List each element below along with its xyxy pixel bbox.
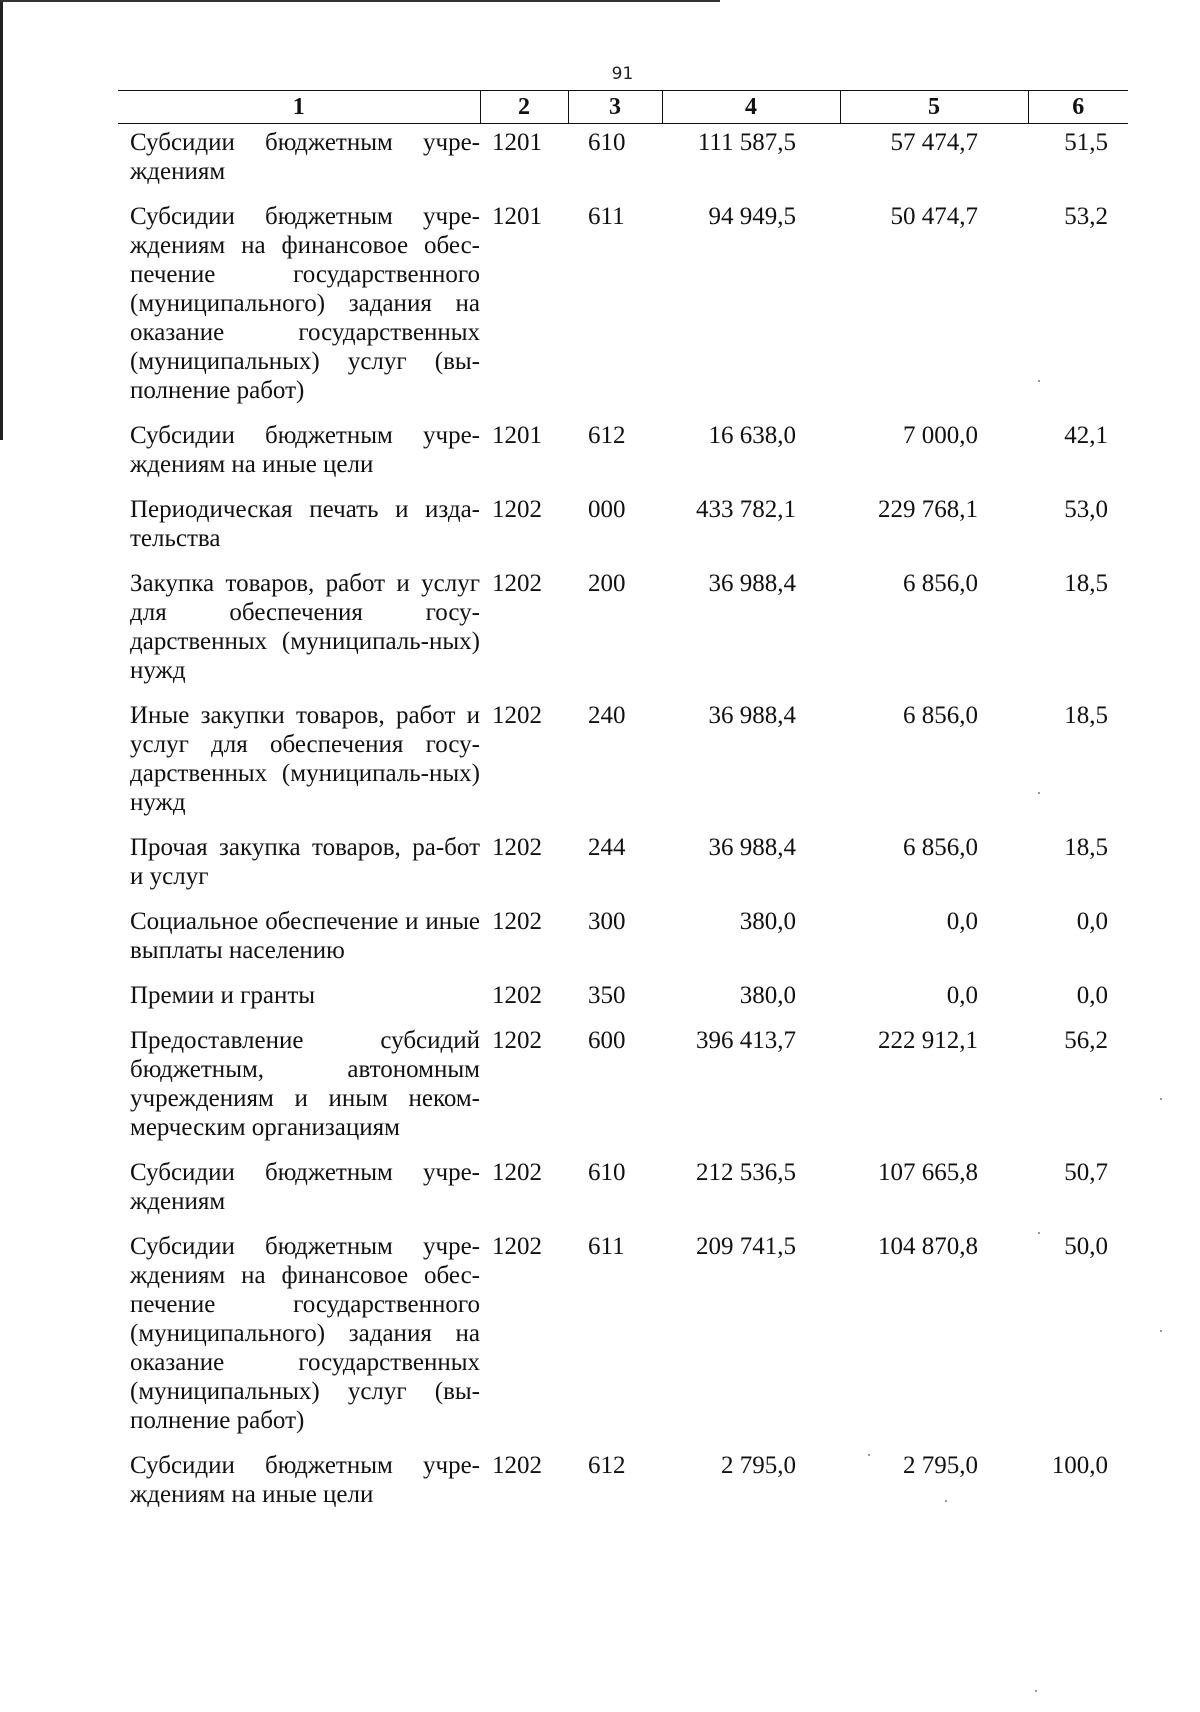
row-expense-type: 244 <box>588 834 626 861</box>
row-value-6: 0,0 <box>1076 982 1108 1009</box>
row-name: Прочая закупка товаров, ра-бот и услуг <box>130 834 480 890</box>
row-value-4: 36 988,4 <box>708 834 796 861</box>
row-value-5: 6 856,0 <box>903 702 978 729</box>
row-name: Субсидии бюджетным учре-ждениям на финансовое обес-печение государственного (муниципального) задания на оказание государственных (муниципальных) услуг (вы-полнение работ) <box>130 1233 480 1434</box>
row-section-code: 1201 <box>492 129 542 156</box>
row-value-6: 18,5 <box>1064 570 1108 597</box>
row-value-4: 433 782,1 <box>696 496 796 523</box>
row-value-5: 7 000,0 <box>903 422 978 449</box>
row-name: Субсидии бюджетным учре-ждениям на иные цели <box>130 422 480 478</box>
row-name: Субсидии бюджетным учре-ждениям на иные цели <box>130 1452 480 1508</box>
row-value-6: 51,5 <box>1064 129 1108 156</box>
row-value-5: 6 856,0 <box>903 570 978 597</box>
row-value-5: 229 768,1 <box>878 496 978 523</box>
row-value-5: 50 474,7 <box>890 203 978 230</box>
table-row <box>118 124 1128 199</box>
row-value-4: 36 988,4 <box>708 702 796 729</box>
row-section-code: 1202 <box>492 570 542 597</box>
table-row <box>118 417 1128 491</box>
row-name: Премии и гранты <box>130 982 316 1009</box>
scan-speck <box>1160 1098 1162 1100</box>
row-name: Иные закупки товаров, работ и услуг для обеспечения госу-дарственных (муниципаль-ных) нужд <box>130 702 480 816</box>
row-value-5: 2 795,0 <box>903 1452 978 1479</box>
row-value-6: 56,2 <box>1064 1027 1108 1054</box>
table-row <box>118 1228 1128 1447</box>
row-expense-type: 610 <box>588 129 626 156</box>
row-value-6: 18,5 <box>1064 834 1108 861</box>
row-section-code: 1202 <box>492 982 542 1009</box>
row-value-4: 380,0 <box>739 982 796 1009</box>
row-value-5: 0,0 <box>946 908 978 935</box>
row-value-4: 111 587,5 <box>697 129 796 156</box>
budget-table <box>118 90 1128 1521</box>
row-expense-type: 610 <box>588 1159 626 1186</box>
row-section-code: 1202 <box>492 834 542 861</box>
column-header-6: 6 <box>1028 91 1128 124</box>
row-value-6: 50,0 <box>1064 1233 1108 1260</box>
row-value-4: 94 949,5 <box>708 203 796 230</box>
row-value-6: 53,2 <box>1064 203 1108 230</box>
row-section-code: 1202 <box>492 1452 542 1479</box>
row-section-code: 1202 <box>492 702 542 729</box>
column-header-3: 3 <box>568 91 662 124</box>
row-expense-type: 612 <box>588 422 626 449</box>
table-row <box>118 977 1128 1022</box>
row-expense-type: 300 <box>588 908 626 935</box>
row-section-code: 1202 <box>492 1159 542 1186</box>
column-header-1: 1 <box>118 91 480 124</box>
row-name: Предоставление субсидий бюджетным, автономным учреждениям и иным неком-мерческим организациям <box>130 1027 480 1141</box>
row-value-6: 100,0 <box>1051 1452 1108 1479</box>
table-row <box>118 903 1128 977</box>
scan-speck <box>1038 1232 1040 1234</box>
row-value-5: 104 870,8 <box>878 1233 978 1260</box>
row-value-4: 380,0 <box>739 908 796 935</box>
row-value-6: 50,7 <box>1064 1159 1108 1186</box>
table-row <box>118 697 1128 829</box>
row-value-4: 2 795,0 <box>721 1452 796 1479</box>
row-value-5: 107 665,8 <box>878 1159 978 1186</box>
row-expense-type: 611 <box>588 203 625 230</box>
row-value-4: 209 741,5 <box>696 1233 796 1260</box>
column-header-4: 4 <box>662 91 840 124</box>
table-row <box>118 829 1128 903</box>
row-expense-type: 200 <box>588 570 626 597</box>
row-section-code: 1202 <box>492 1233 542 1260</box>
header-row <box>118 91 1128 124</box>
row-section-code: 1201 <box>492 203 542 230</box>
row-value-6: 53,0 <box>1064 496 1108 523</box>
row-name: Субсидии бюджетным учре-ждениям <box>130 1159 480 1215</box>
row-value-4: 16 638,0 <box>708 422 796 449</box>
row-expense-type: 611 <box>588 1233 625 1260</box>
row-section-code: 1202 <box>492 496 542 523</box>
row-value-5: 222 912,1 <box>878 1027 978 1054</box>
scan-speck <box>868 1454 870 1456</box>
table-row <box>118 1447 1128 1521</box>
row-expense-type: 612 <box>588 1452 626 1479</box>
row-value-4: 212 536,5 <box>696 1159 796 1186</box>
row-name: Социальное обеспечение и иные выплаты населению <box>130 908 480 964</box>
table-row <box>118 491 1128 565</box>
column-header-2: 2 <box>480 91 568 124</box>
page-number: 91 <box>611 64 634 84</box>
row-value-5: 57 474,7 <box>890 129 978 156</box>
scan-speck <box>945 1500 947 1502</box>
row-value-6: 42,1 <box>1064 422 1108 449</box>
table-row <box>118 565 1128 697</box>
row-name: Периодическая печать и изда-тельства <box>130 496 480 552</box>
table-row <box>118 198 1128 417</box>
row-section-code: 1201 <box>492 422 542 449</box>
scan-top-edge <box>0 0 720 2</box>
row-expense-type: 000 <box>588 496 626 523</box>
row-value-6: 18,5 <box>1064 702 1108 729</box>
row-expense-type: 350 <box>588 982 626 1009</box>
table-body <box>118 124 1128 1522</box>
scan-speck <box>1038 380 1040 382</box>
row-name: Субсидии бюджетным учре-ждениям на финансовое обес-печение государственного (муниципального) задания на оказание государственных (муниципальных) услуг (вы-полнение работ) <box>130 203 480 404</box>
scan-speck <box>1035 1690 1037 1692</box>
column-header-5: 5 <box>840 91 1028 124</box>
row-value-4: 396 413,7 <box>696 1027 796 1054</box>
row-expense-type: 240 <box>588 702 626 729</box>
row-value-4: 36 988,4 <box>708 570 796 597</box>
row-value-5: 0,0 <box>946 982 978 1009</box>
table-row <box>118 1022 1128 1154</box>
table-row <box>118 1154 1128 1228</box>
row-name: Закупка товаров, работ и услуг для обеспечения госу-дарственных (муниципаль-ных) нужд <box>130 570 480 684</box>
row-section-code: 1202 <box>492 1027 542 1054</box>
scan-speck <box>1038 792 1040 794</box>
row-section-code: 1202 <box>492 908 542 935</box>
row-name: Субсидии бюджетным учре-ждениям <box>130 129 480 185</box>
row-value-5: 6 856,0 <box>903 834 978 861</box>
row-expense-type: 600 <box>588 1027 626 1054</box>
scan-speck <box>1160 1330 1162 1332</box>
row-value-6: 0,0 <box>1076 908 1108 935</box>
